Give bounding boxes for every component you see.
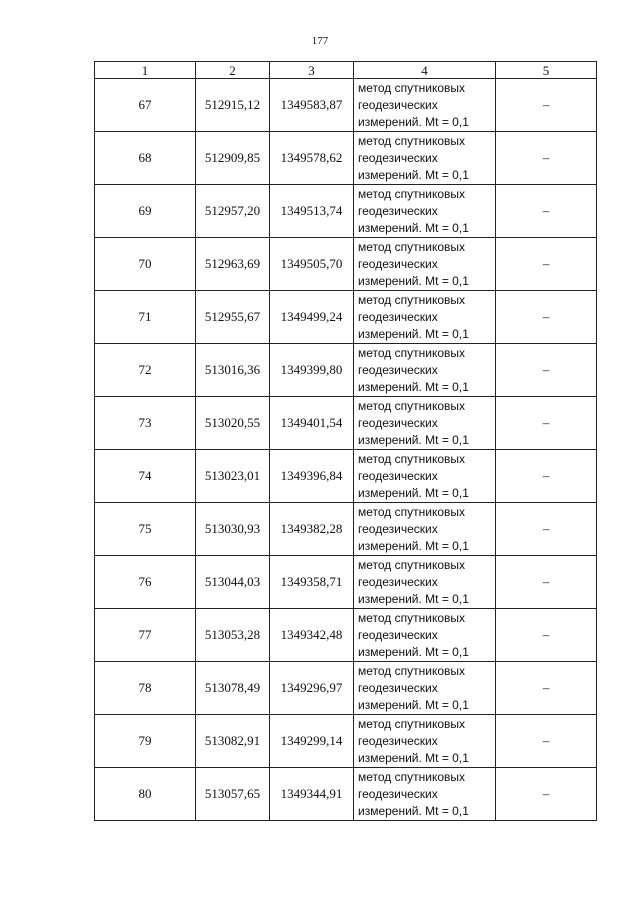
note-cell: – bbox=[496, 238, 597, 291]
method-cell bbox=[354, 397, 496, 450]
method-line: метод спутниковых bbox=[358, 716, 466, 731]
method-line: геодезических bbox=[358, 468, 438, 483]
method-line: геодезических bbox=[358, 309, 438, 324]
method-line: измерений. Mt = 0,1 bbox=[358, 697, 469, 712]
y-coordinate-cell: 1349344,91 bbox=[270, 768, 354, 821]
note-cell: – bbox=[496, 185, 597, 238]
method-line: метод спутниковых bbox=[358, 80, 466, 95]
method-line: измерений. Mt = 0,1 bbox=[358, 273, 469, 288]
table-row bbox=[95, 397, 597, 450]
y-coordinate-cell: 1349396,84 bbox=[270, 450, 354, 503]
table-row bbox=[95, 662, 597, 715]
header-row bbox=[95, 62, 597, 79]
method-cell bbox=[354, 79, 496, 132]
table-row bbox=[95, 715, 597, 768]
note-cell: – bbox=[496, 556, 597, 609]
x-coordinate-cell: 513053,28 bbox=[196, 609, 270, 662]
method-line: геодезических bbox=[358, 521, 438, 536]
method-cell bbox=[354, 662, 496, 715]
x-coordinate-cell: 513078,49 bbox=[196, 662, 270, 715]
method-cell bbox=[354, 556, 496, 609]
method-line: измерений. Mt = 0,1 bbox=[358, 538, 469, 553]
table-row bbox=[95, 344, 597, 397]
header-col-5: 5 bbox=[496, 62, 597, 79]
point-number-cell: 80 bbox=[95, 768, 196, 821]
table-body bbox=[95, 79, 597, 821]
table-row bbox=[95, 609, 597, 662]
method-cell bbox=[354, 609, 496, 662]
point-number-cell: 77 bbox=[95, 609, 196, 662]
point-number-cell: 73 bbox=[95, 397, 196, 450]
note-cell: – bbox=[496, 768, 597, 821]
x-coordinate-cell: 513020,55 bbox=[196, 397, 270, 450]
method-line: измерений. Mt = 0,1 bbox=[358, 114, 469, 129]
note-cell: – bbox=[496, 291, 597, 344]
method-line: измерений. Mt = 0,1 bbox=[358, 379, 469, 394]
method-line: метод спутниковых bbox=[358, 610, 466, 625]
method-line: измерений. Mt = 0,1 bbox=[358, 803, 469, 818]
table-row bbox=[95, 556, 597, 609]
method-line: геодезических bbox=[358, 627, 438, 642]
note-cell: – bbox=[496, 609, 597, 662]
point-number-cell: 70 bbox=[95, 238, 196, 291]
y-coordinate-cell: 1349382,28 bbox=[270, 503, 354, 556]
method-cell bbox=[354, 238, 496, 291]
method-line: метод спутниковых bbox=[358, 239, 466, 254]
method-line: измерений. Mt = 0,1 bbox=[358, 326, 469, 341]
x-coordinate-cell: 513044,03 bbox=[196, 556, 270, 609]
x-coordinate-cell: 513057,65 bbox=[196, 768, 270, 821]
method-line: метод спутниковых bbox=[358, 663, 466, 678]
page-number: 177 bbox=[311, 35, 329, 47]
point-number-cell: 76 bbox=[95, 556, 196, 609]
method-line: измерений. Mt = 0,1 bbox=[358, 167, 469, 182]
table-row bbox=[95, 450, 597, 503]
point-number-cell: 74 bbox=[95, 450, 196, 503]
table-row bbox=[95, 503, 597, 556]
header-col-3: 3 bbox=[270, 62, 354, 79]
method-cell bbox=[354, 503, 496, 556]
point-number-cell: 79 bbox=[95, 715, 196, 768]
note-cell: – bbox=[496, 344, 597, 397]
method-line: измерений. Mt = 0,1 bbox=[358, 485, 469, 500]
method-cell bbox=[354, 450, 496, 503]
method-cell bbox=[354, 291, 496, 344]
y-coordinate-cell: 1349513,74 bbox=[270, 185, 354, 238]
note-cell: – bbox=[496, 715, 597, 768]
method-line: метод спутниковых bbox=[358, 769, 466, 784]
method-line: метод спутниковых bbox=[358, 186, 466, 201]
note-cell: – bbox=[496, 450, 597, 503]
note-cell: – bbox=[496, 79, 597, 132]
note-cell: – bbox=[496, 503, 597, 556]
x-coordinate-cell: 512955,67 bbox=[196, 291, 270, 344]
x-coordinate-cell: 513082,91 bbox=[196, 715, 270, 768]
method-line: геодезических bbox=[358, 786, 438, 801]
point-number-cell: 69 bbox=[95, 185, 196, 238]
note-cell: – bbox=[496, 397, 597, 450]
y-coordinate-cell: 1349499,24 bbox=[270, 291, 354, 344]
method-cell bbox=[354, 344, 496, 397]
method-line: метод спутниковых bbox=[358, 504, 466, 519]
method-line: геодезических bbox=[358, 415, 438, 430]
table-row bbox=[95, 768, 597, 821]
method-line: метод спутниковых bbox=[358, 451, 466, 466]
method-cell bbox=[354, 768, 496, 821]
table-row bbox=[95, 185, 597, 238]
method-line: геодезических bbox=[358, 203, 438, 218]
method-line: геодезических bbox=[358, 680, 438, 695]
y-coordinate-cell: 1349358,71 bbox=[270, 556, 354, 609]
method-line: метод спутниковых bbox=[358, 557, 466, 572]
note-cell: – bbox=[496, 132, 597, 185]
method-line: метод спутниковых bbox=[358, 133, 466, 148]
x-coordinate-cell: 512915,12 bbox=[196, 79, 270, 132]
x-coordinate-cell: 513023,01 bbox=[196, 450, 270, 503]
point-number-cell: 75 bbox=[95, 503, 196, 556]
method-line: геодезических bbox=[358, 150, 438, 165]
method-line: метод спутниковых bbox=[358, 398, 466, 413]
table-header bbox=[95, 62, 597, 79]
point-number-cell: 72 bbox=[95, 344, 196, 397]
coordinates-table bbox=[94, 61, 597, 821]
table-row bbox=[95, 238, 597, 291]
method-cell bbox=[354, 715, 496, 768]
x-coordinate-cell: 512909,85 bbox=[196, 132, 270, 185]
y-coordinate-cell: 1349583,87 bbox=[270, 79, 354, 132]
y-coordinate-cell: 1349578,62 bbox=[270, 132, 354, 185]
method-line: метод спутниковых bbox=[358, 292, 466, 307]
table-row bbox=[95, 291, 597, 344]
point-number-cell: 78 bbox=[95, 662, 196, 715]
method-line: измерений. Mt = 0,1 bbox=[358, 644, 469, 659]
x-coordinate-cell: 513030,93 bbox=[196, 503, 270, 556]
note-cell: – bbox=[496, 662, 597, 715]
method-cell bbox=[354, 132, 496, 185]
method-line: геодезических bbox=[358, 256, 438, 271]
x-coordinate-cell: 512957,20 bbox=[196, 185, 270, 238]
x-coordinate-cell: 513016,36 bbox=[196, 344, 270, 397]
table-row bbox=[95, 79, 597, 132]
point-number-cell: 68 bbox=[95, 132, 196, 185]
table-row bbox=[95, 132, 597, 185]
method-line: измерений. Mt = 0,1 bbox=[358, 432, 469, 447]
x-coordinate-cell: 512963,69 bbox=[196, 238, 270, 291]
point-number-cell: 71 bbox=[95, 291, 196, 344]
header-col-4: 4 bbox=[354, 62, 496, 79]
method-line: геодезических bbox=[358, 574, 438, 589]
method-line: измерений. Mt = 0,1 bbox=[358, 750, 469, 765]
method-line: геодезических bbox=[358, 733, 438, 748]
point-number-cell: 67 bbox=[95, 79, 196, 132]
method-line: геодезических bbox=[358, 362, 438, 377]
method-line: геодезических bbox=[358, 97, 438, 112]
y-coordinate-cell: 1349399,80 bbox=[270, 344, 354, 397]
method-line: измерений. Mt = 0,1 bbox=[358, 220, 469, 235]
header-col-2: 2 bbox=[196, 62, 270, 79]
y-coordinate-cell: 1349299,14 bbox=[270, 715, 354, 768]
method-line: метод спутниковых bbox=[358, 345, 466, 360]
y-coordinate-cell: 1349401,54 bbox=[270, 397, 354, 450]
y-coordinate-cell: 1349296,97 bbox=[270, 662, 354, 715]
method-line: измерений. Mt = 0,1 bbox=[358, 591, 469, 606]
method-cell bbox=[354, 185, 496, 238]
y-coordinate-cell: 1349342,48 bbox=[270, 609, 354, 662]
y-coordinate-cell: 1349505,70 bbox=[270, 238, 354, 291]
header-col-1: 1 bbox=[95, 62, 196, 79]
